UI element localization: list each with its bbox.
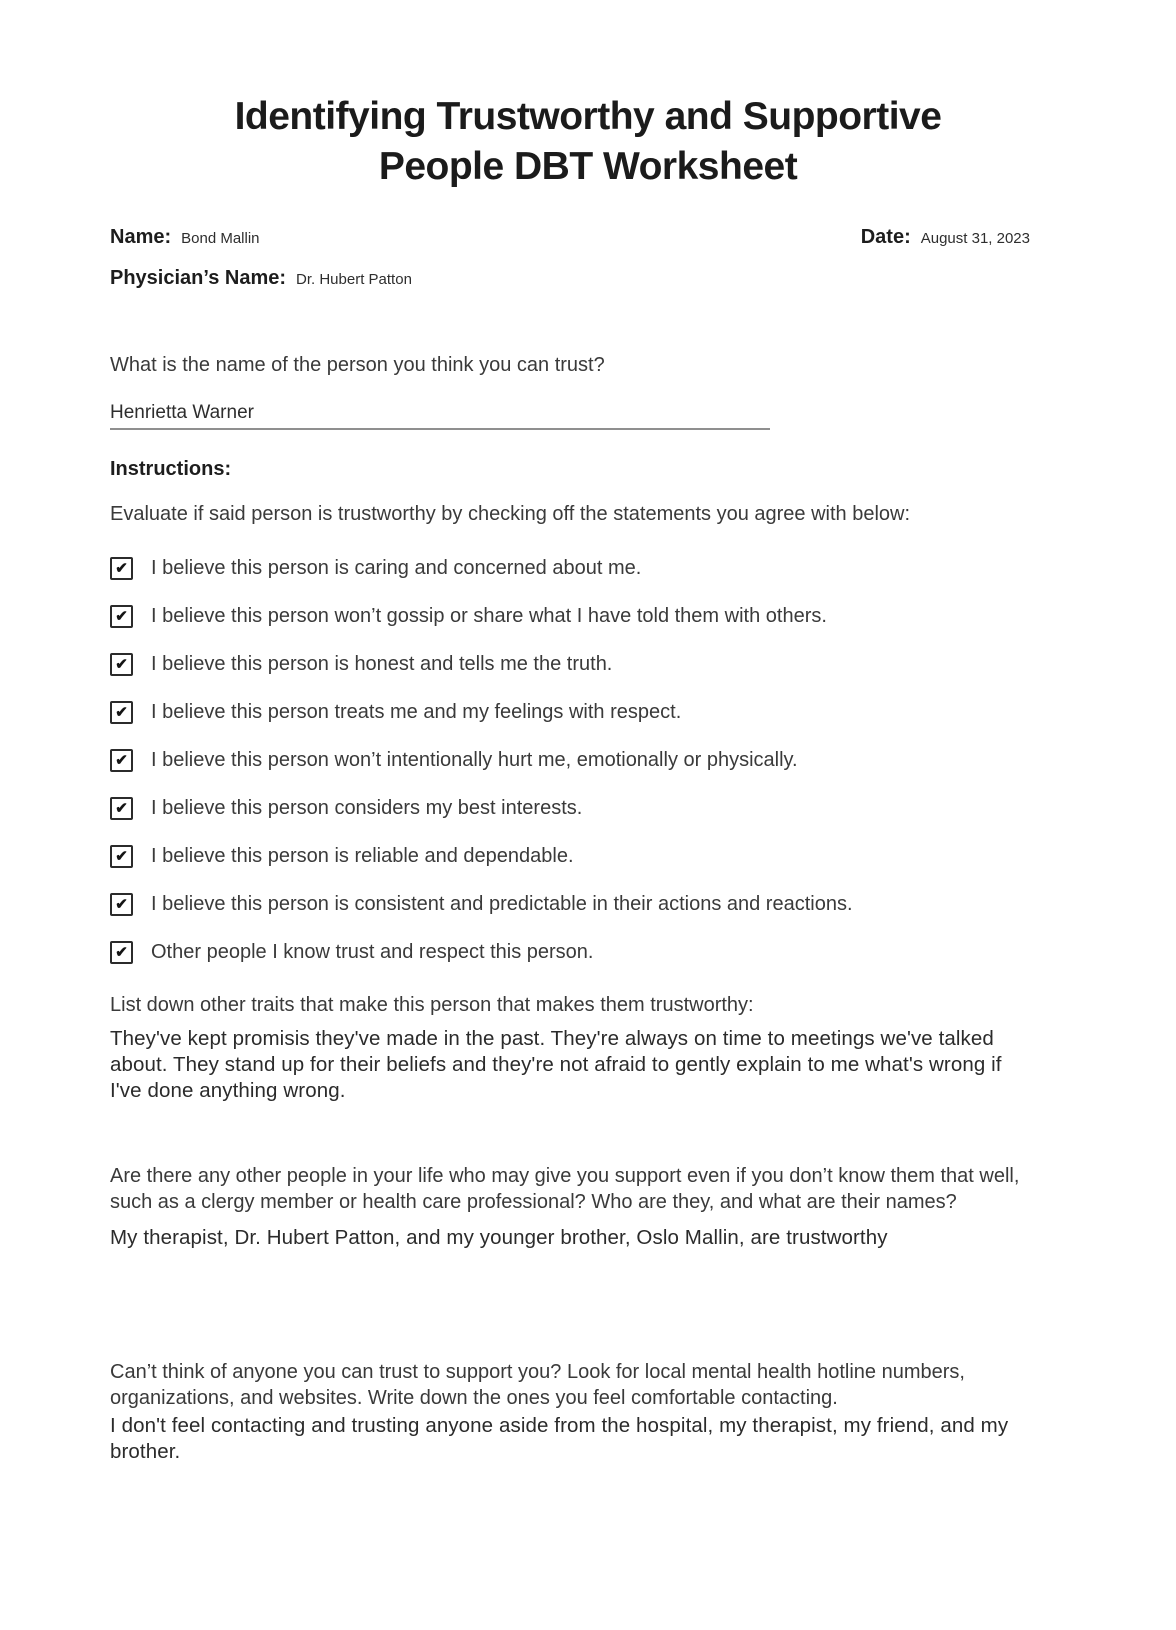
checklist-row-7 xyxy=(110,844,1066,868)
page-title-line1: Identifying Trustworthy and Supportive xyxy=(234,95,942,138)
checkbox-checked-icon[interactable]: ✔ xyxy=(110,605,133,628)
trust-person-answer-field[interactable]: Henrietta Warner xyxy=(110,402,770,430)
date-label: Date: xyxy=(860,225,911,248)
page-title xyxy=(110,92,1066,192)
checkbox-checked-icon[interactable]: ✔ xyxy=(110,653,133,676)
trust-checklist xyxy=(110,556,1066,964)
checklist-label-8: I believe this person is consistent and predictable in their actions and reactions. xyxy=(151,892,853,915)
physician-field-group xyxy=(110,267,1066,290)
hotline-answer-field[interactable]: I don't feel contacting and trusting anyone aside from the hospital, my therapist, my friend, and my brother. xyxy=(110,1413,1009,1463)
checklist-row-1 xyxy=(110,556,1066,580)
trust-question-prompt: What is the name of the person you think you can trust? xyxy=(110,353,605,376)
checklist-row-8 xyxy=(110,892,1066,916)
page-title-line2: People DBT Worksheet xyxy=(378,144,798,188)
checklist-label-6: I believe this person considers my best interests. xyxy=(151,796,583,819)
checklist-row-4 xyxy=(110,700,1066,724)
support-people-answer-field[interactable]: My therapist, Dr. Hubert Patton, and my younger brother, Oslo Mallin, are trustworthy xyxy=(110,1225,888,1249)
checklist-row-2 xyxy=(110,604,1066,628)
instructions-heading: Instructions: xyxy=(110,457,232,480)
checklist-row-5 xyxy=(110,748,1066,772)
checkbox-checked-icon[interactable]: ✔ xyxy=(110,557,133,580)
checkbox-checked-icon[interactable]: ✔ xyxy=(110,701,133,724)
checkbox-checked-icon[interactable]: ✔ xyxy=(110,893,133,916)
checklist-row-6 xyxy=(110,796,1066,820)
instructions-lead: Evaluate if said person is trustworthy by checking off the statements you agree with below: xyxy=(110,502,911,525)
checklist-row-3 xyxy=(110,652,1066,676)
date-field[interactable]: August 31, 2023 xyxy=(920,229,1030,247)
checklist-label-7: I believe this person is reliable and dependable. xyxy=(151,844,574,867)
traits-prompt: List down other traits that make this person that makes them trustworthy: xyxy=(110,993,754,1016)
checklist-label-1: I believe this person is caring and concerned about me. xyxy=(151,556,642,579)
hotline-prompt: Can’t think of anyone you can trust to support you? Look for local mental health hotline numbers, organizations, and websites. Write down the ones you feel comfortable contacting. xyxy=(110,1360,965,1409)
name-date-row xyxy=(110,226,1030,249)
support-people-prompt: Are there any other people in your life who may give you support even if you don’t know them that well, such as a clergy member or health care professional? Who are they, and what are their names? xyxy=(110,1164,1020,1213)
checklist-label-4: I believe this person treats me and my feelings with respect. xyxy=(151,700,682,723)
name-field-group xyxy=(110,226,260,249)
checkbox-checked-icon[interactable]: ✔ xyxy=(110,941,133,964)
checklist-label-2: I believe this person won’t gossip or share what I have told them with others. xyxy=(151,604,827,627)
physician-name-label: Physician’s Name: xyxy=(110,266,287,289)
name-label: Name: xyxy=(110,225,172,248)
traits-answer-field[interactable]: They've kept promisis they've made in the past. They're always on time to meetings we've talked about. They stand up for their beliefs and they're not afraid to gently explain to me what's wrong if I've done anything wrong. xyxy=(110,1026,1002,1103)
name-field[interactable]: Bond Mallin xyxy=(181,229,260,247)
checkbox-checked-icon[interactable]: ✔ xyxy=(110,845,133,868)
checkbox-checked-icon[interactable]: ✔ xyxy=(110,797,133,820)
checklist-row-9 xyxy=(110,940,1066,964)
checkbox-checked-icon[interactable]: ✔ xyxy=(110,749,133,772)
checklist-label-9: Other people I know trust and respect this person. xyxy=(151,940,594,963)
checklist-label-5: I believe this person won’t intentionally hurt me, emotionally or physically. xyxy=(151,748,798,771)
checklist-label-3: I believe this person is honest and tells me the truth. xyxy=(151,652,613,675)
physician-name-field[interactable]: Dr. Hubert Patton xyxy=(296,270,412,288)
date-field-group xyxy=(861,226,1030,249)
